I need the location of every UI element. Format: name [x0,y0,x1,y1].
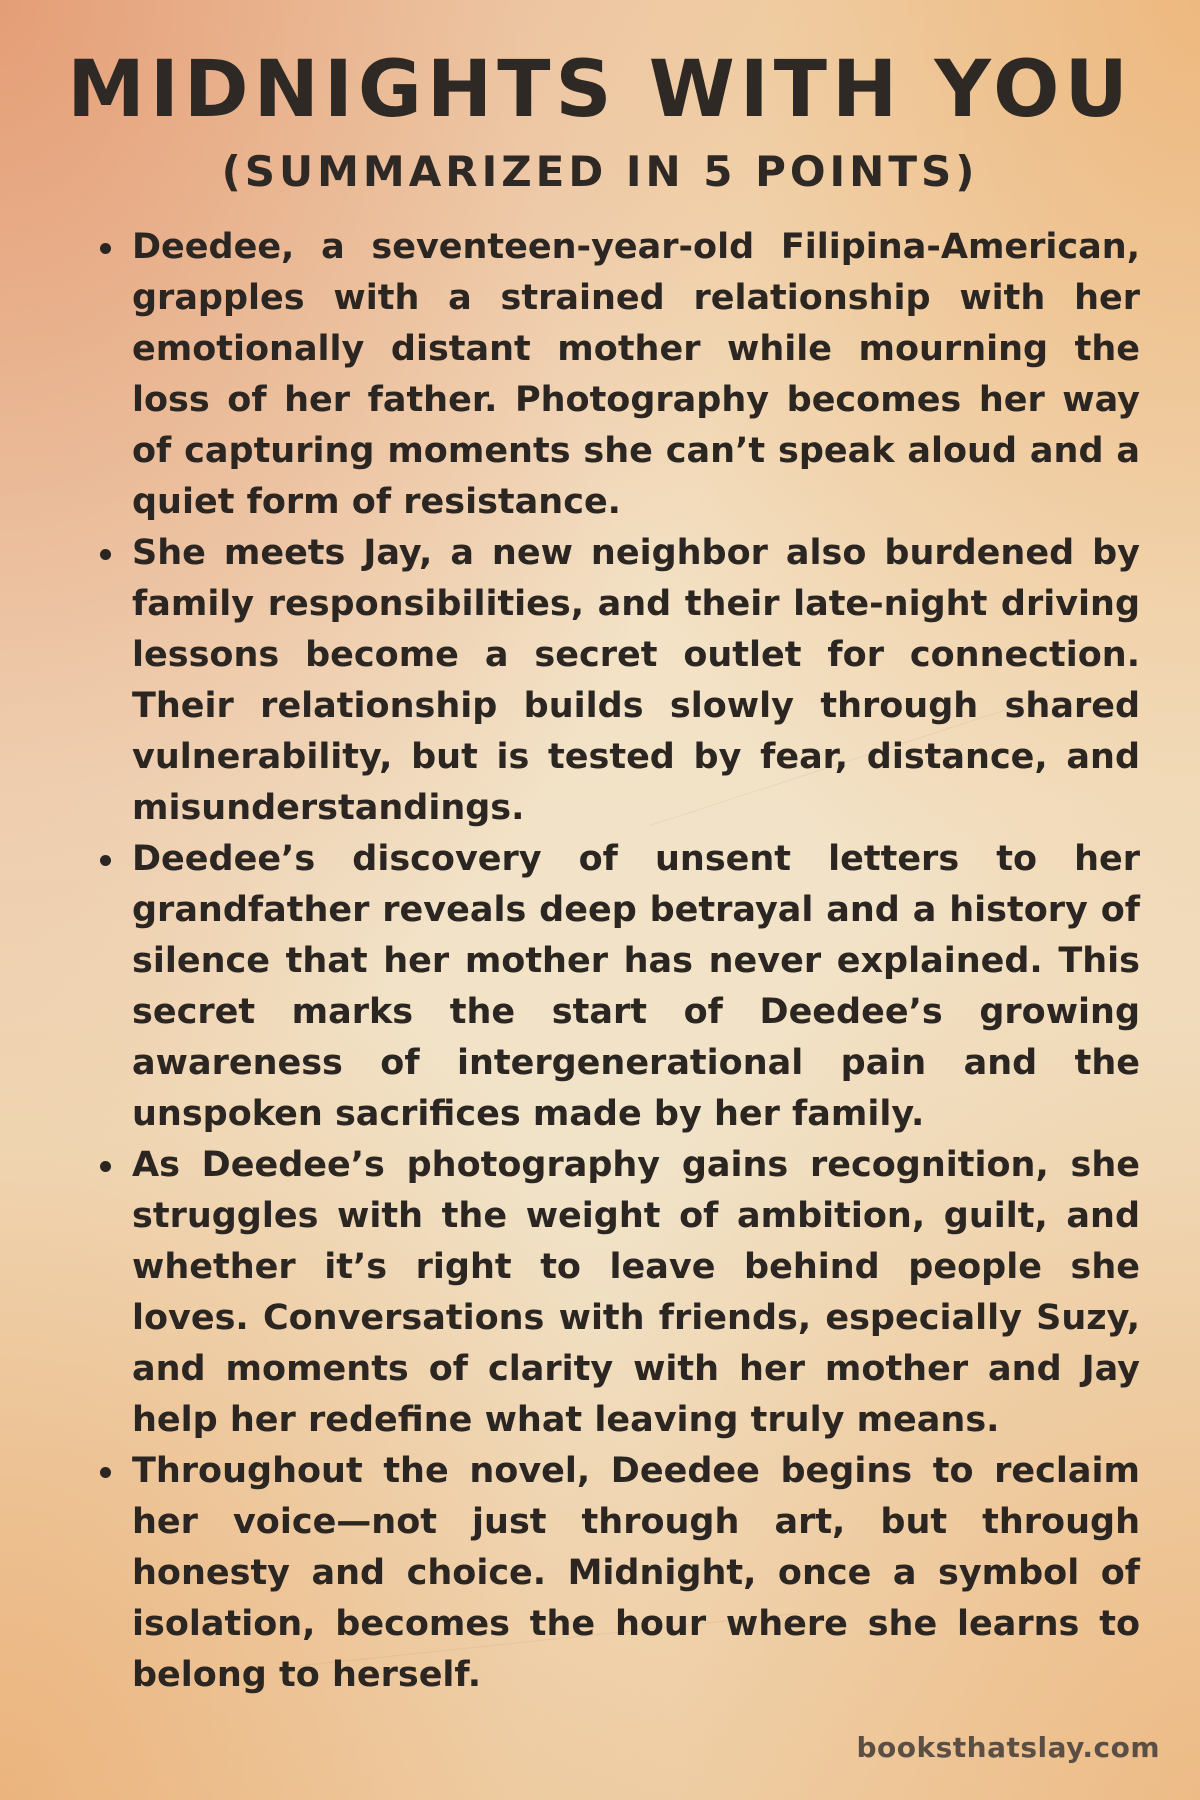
summary-point [96,528,1140,834]
summary-point [96,222,1140,528]
bullet-icon [100,243,111,254]
bullet-icon [100,1467,111,1478]
summary-point-text: As Deedee’s photography gains recognition, she struggles with the weight of ambition, guilt, and whether it’s right to leave behind people she loves. Conversations with friends, especially Suzy, and moments of clarity with her mother and Jay help her redefine what leaving truly means. [132,1145,1140,1440]
summary-point-text: Deedee, a seventeen-year-old Filipina-American, grapples with a strained relationship with her emotionally distant mother while mourning the loss of her father. Photography becomes her way of capturing moments she can’t speak aloud and a quiet form of resistance. [132,227,1140,522]
bullet-icon [100,855,111,866]
site-watermark: booksthatslay.com [856,1731,1160,1764]
page-subtitle: (SUMMARIZED IN 5 POINTS) [221,147,979,196]
summary-point-text: Throughout the novel, Deedee begins to reclaim her voice—not just through art, but through honesty and choice. Midnight, once a symbol of isolation, becomes the hour where she learns to belong to herself. [132,1451,1140,1695]
page-title: MIDNIGHTS WITH YOU [67,45,1133,135]
bullet-icon [100,1161,111,1172]
summary-point [96,1140,1140,1446]
summary-point-text: Deedee’s discovery of unsent letters to her grandfather reveals deep betrayal and a history of silence that her mother has never explained. This secret marks the start of Deedee’s growing awareness of intergenerational pain and the unspoken sacrifices made by her family. [132,839,1140,1134]
summary-point-text: She meets Jay, a new neighbor also burdened by family responsibilities, and their late-night driving lessons become a secret outlet for connection. Their relationship builds slowly through shared vulnerability, but is tested by fear, distance, and misunderstandings. [132,533,1140,828]
summary-point [96,834,1140,1140]
summary-point [96,1446,1140,1701]
bullet-icon [100,549,111,560]
header [0,40,1200,200]
summary-points-list [96,222,1140,1701]
